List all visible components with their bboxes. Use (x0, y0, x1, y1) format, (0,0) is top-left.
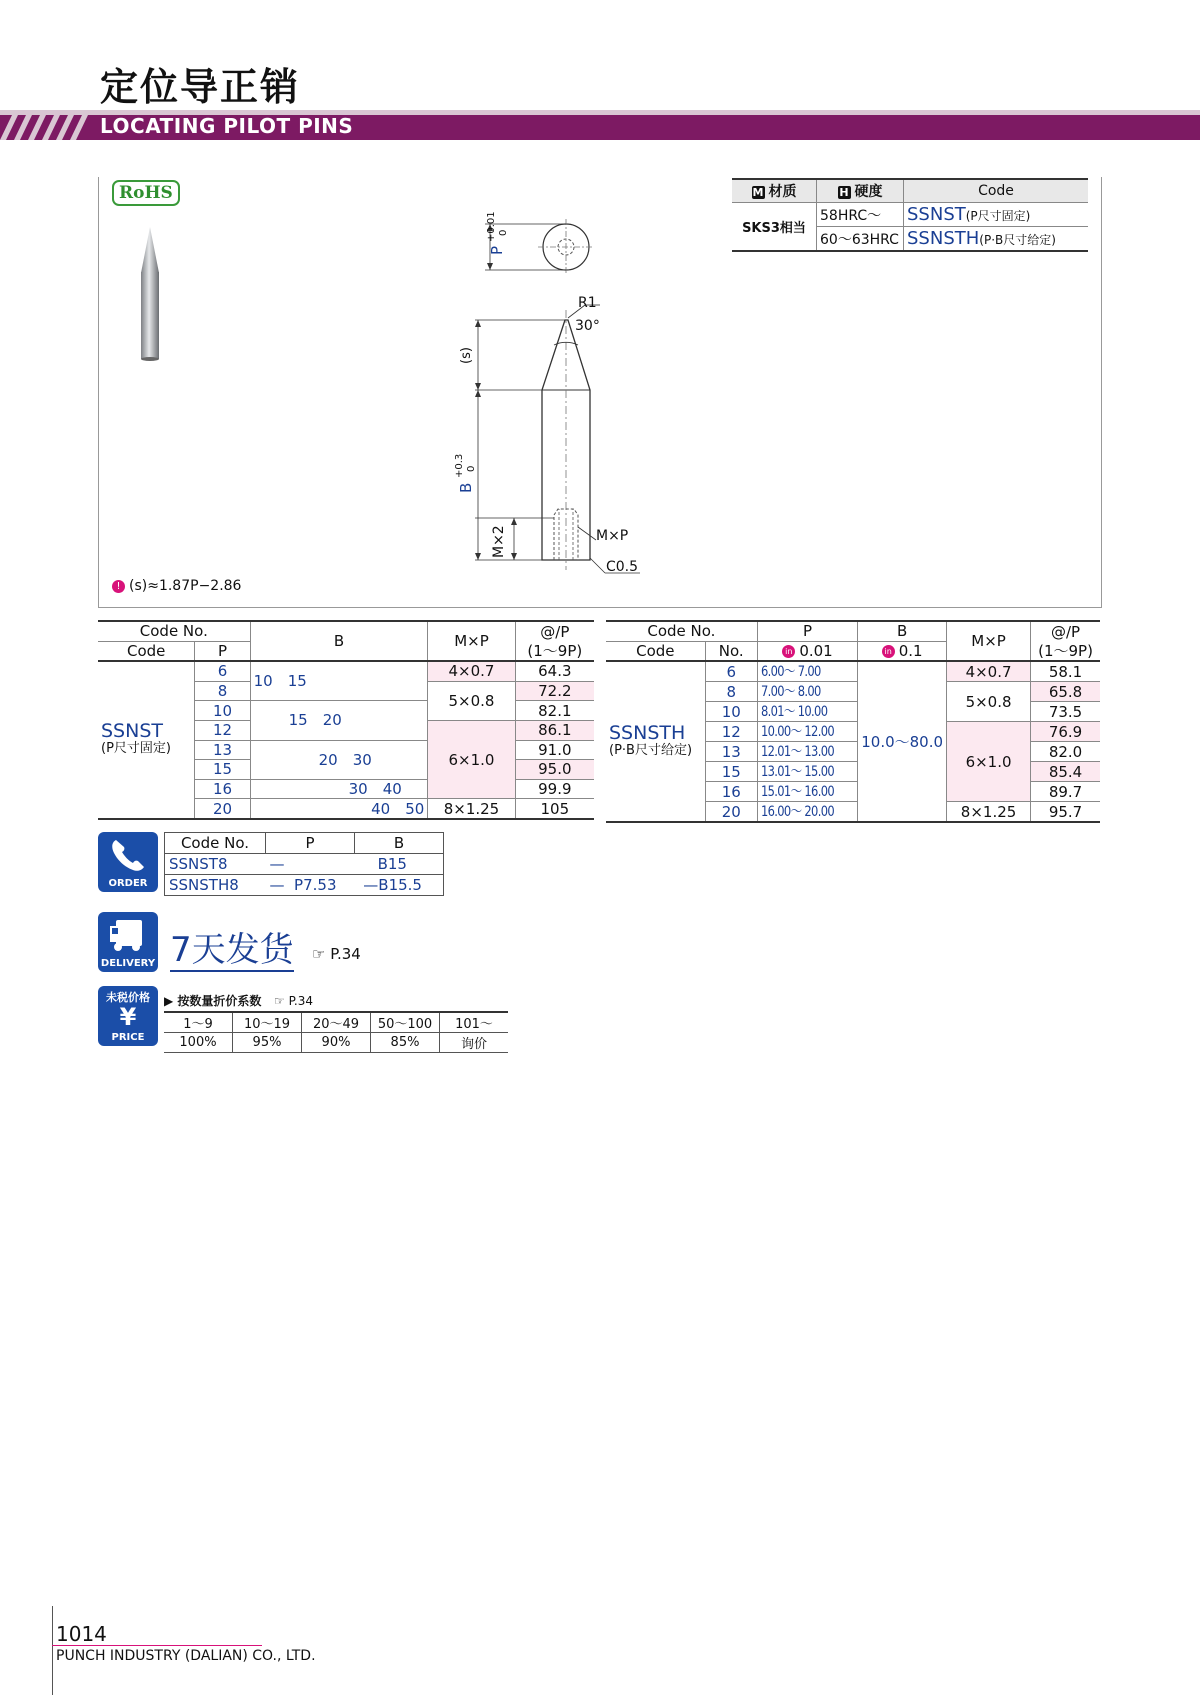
material-table: M 材质 H 硬度 Code SKS3相当 58HRC～ SSNST(P尺寸固定) 60～63HRC SSNSTH(P·B尺寸给定) (732, 178, 1088, 252)
dim-mx2: M×2 (491, 525, 507, 558)
dim-p-letter: P (488, 245, 506, 255)
unit-icon: in (782, 645, 795, 658)
company-name: PUNCH INDUSTRY (DALIAN) CO., LTD. (56, 1648, 316, 1664)
page-number: 1014 (56, 1622, 107, 1646)
dim-p-tolerance-low: 0 (498, 229, 509, 236)
spec-table-ssnst: Code No. B M×P @/P Code P (1～9P) SSNST (P尺寸固定) 6 10 15 4×0.7 64.3 8 5×0.8 72.2 10 15 20 82.1 12 6×1.0 86.1 13 20 30 91.0 15 95.0 16 30 40 99.9 20 40 50 8×1.25 105 (98, 620, 594, 820)
code-ssnst: SSNST (101, 720, 164, 743)
dim-s-label: (s) (459, 347, 474, 364)
rohs-badge: RoHS (112, 180, 180, 206)
length-formula: ! (s)≈1.87P−2.86 (112, 578, 241, 594)
discount-title: ▶ 按数量折价系数 ☞ P.34 (164, 994, 314, 1008)
unit-icon: in (882, 645, 895, 658)
pointer-hand-icon: ☞ (312, 945, 326, 963)
dim-angle: 30° (575, 318, 600, 334)
dim-b-tolerance: +0.3 (454, 453, 465, 478)
page-title: 定位导正销 (100, 65, 301, 109)
dim-radius: R1 (578, 295, 597, 311)
dim-b-tolerance-low: 0 (466, 465, 477, 472)
dim-p-tolerance: +0.01 (486, 211, 497, 242)
pointer-hand-icon: ☞ (273, 994, 285, 1008)
delivery-text: 7天发货 (170, 930, 294, 970)
note-icon: ! (112, 580, 125, 593)
discount-table: 1～9 10～19 20～49 50～100 101～ 100% 95% 90% 85% 询价 (164, 1011, 508, 1053)
price-icon: 未税价格 ¥ PRICE (98, 986, 158, 1046)
technical-drawing (440, 215, 670, 585)
spec-table-ssnsth: Code No. P B M×P @/P Code No. in 0.01 in 0.1 (1～9P) SSNSTH (P·B尺寸给定) 6 6.00～ 7.00 10.0～80.0 4×0.7 58.1 8 7.00～ 8.00 5×0.8 65.8 10 8.01～ 10.00 73.5 12 10.00～ 12.00 6×1.0 76.9 13 12.01～ 13.00 82.0 15 13.01～ 15.00 85.4 16 15.01～ 16.00 89.7 20 16.00～ 20.00 8×1.25 95.7 (606, 620, 1100, 823)
dim-thread: M×P (596, 528, 629, 544)
delivery-ref: ☞ P.34 (312, 945, 361, 963)
truck-icon (98, 912, 158, 958)
pin-photo (130, 225, 170, 365)
material-icon: M (752, 186, 764, 199)
page-subtitle: LOCATING PILOT PINS (100, 114, 354, 138)
dim-b-letter: B (457, 482, 475, 493)
delivery-icon: DELIVERY (98, 912, 158, 972)
order-example-table: Code No. P B SSNST8 — B15 SSNSTH8 — P7.53 —B15.5 (164, 832, 444, 896)
code-ssnsth: SSNSTH (609, 721, 686, 744)
order-icon: ORDER (98, 832, 158, 892)
phone-icon (98, 832, 158, 878)
hardness-icon: H (839, 186, 849, 199)
yen-icon: ¥ (119, 1003, 137, 1031)
material-name: SKS3相当 (732, 203, 817, 252)
dim-chamfer: C0.5 (606, 559, 639, 575)
footer-divider (52, 1606, 53, 1695)
